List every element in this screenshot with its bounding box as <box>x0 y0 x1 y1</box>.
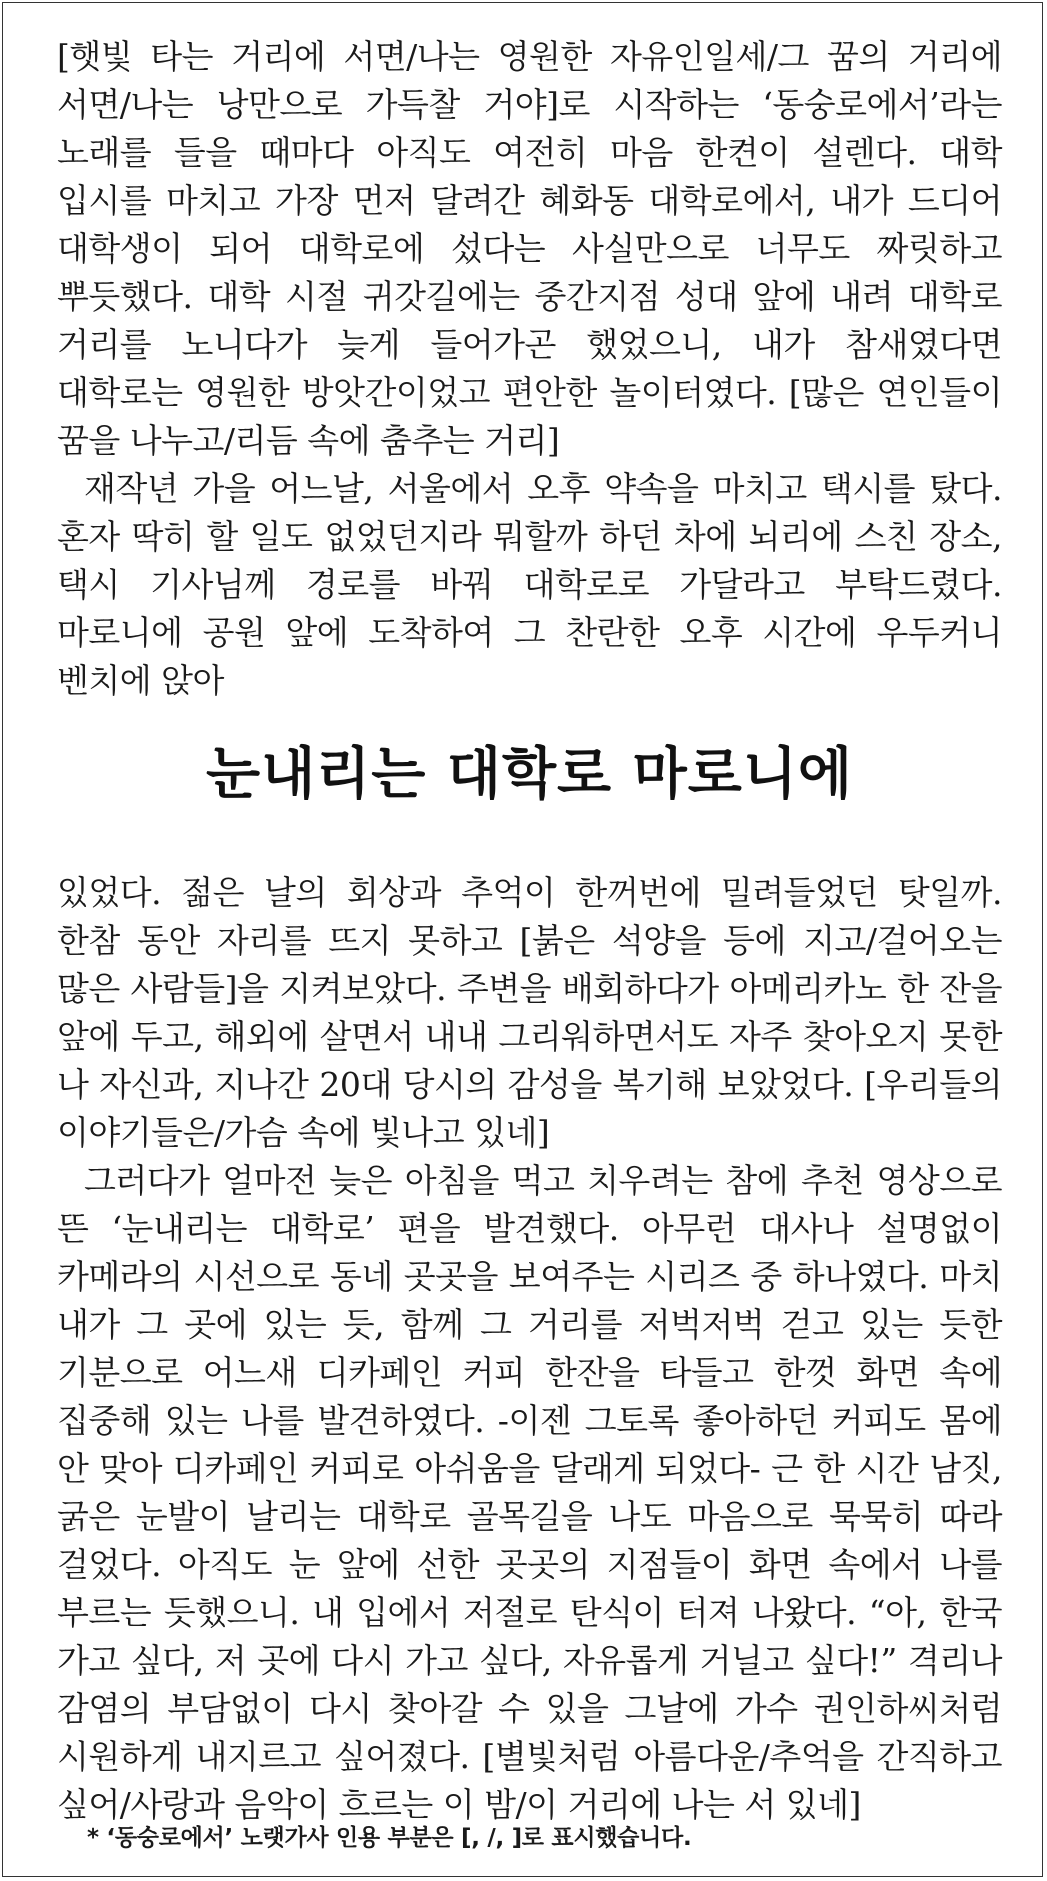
paragraph-intro: [햇빛 타는 거리에 서면/나는 영원한 자유인일세/그 꿈의 거리에 서면/나는 낭만으로 가득찰 거야]로 시작하는 ‘동숭로에서’라는 노래를 들을 때마다 아직도 여전히 마음 한켠이 설렌다. 대학 입시를 마치고 가장 먼저 달려간 혜화동 대학로에서, 내가 드디어 대학생이 되어 대학로에 섰다는 사실만으로 너무도 짜릿하고 뿌듯했다. 대학 시절 귀갓길에는 중간지점 성대 앞에 내려 대학로 거리를 노니다가 늦게 들어가곤 했었으니, 내가 참새였다면 대학로는 영원한 방앗간이었고 편안한 놀이터였다. [많은 연인들이 꿈을 나누고/리듬 속에 춤추는 거리] <box>57 37 1002 460</box>
article-title: 눈내리는 대학로 마로니에 <box>205 742 854 807</box>
article-page <box>2 2 1043 1877</box>
article-body <box>57 33 1002 1829</box>
paragraph-memories: 있었다. 젊은 날의 회상과 추억이 한꺼번에 밀려들었던 탓일까. 한참 동안 자리를 뜨지 못하고 [붉은 석양을 등에 지고/걸어오는 많은 사람들]을 지켜보았다. 주변을 배회하다가 아메리카노 한 잔을 앞에 두고, 해외에 살면서 내내 그리워하면서도 자주 찾아오지 못한 나 자신과, 지나간 20대 당시의 감성을 복기해 보았었다. [우리들의 이야기들은/가슴 속에 빛나고 있네] <box>57 873 1002 1152</box>
lyrics-footnote: * ‘동숭로에서’ 노랫가사 인용 부분은 [, /, ]로 표시했습니다. <box>87 1825 692 1851</box>
paragraph-snowy-video: 그러다가 얼마전 늦은 아침을 먹고 치우려는 참에 추천 영상으로 뜬 ‘눈내리는 대학로’ 편을 발견했다. 아무런 대사나 설명없이 카메라의 시선으로 동네 곳곳을 보여주는 시리즈 중 하나였다. 마치 내가 그 곳에 있는 듯, 함께 그 거리를 저벅저벅 걷고 있는 듯한 기분으로 어느새 디카페인 커피 한잔을 타들고 한껏 화면 속에 집중해 있는 나를 발견하였다. -이젠 그토록 좋아하던 커피도 몸에 안 맞아 디카페인 커피로 아쉬움을 달래게 되었다- 근 한 시간 남짓, 굵은 눈발이 날리는 대학로 골목길을 나도 마음으로 묵묵히 따라 걸었다. 아직도 눈 앞에 선한 곳곳의 지점들이 화면 속에서 나를 부르는 듯했으니. 내 입에서 저절로 탄식이 터져 나왔다. “아, 한국 가고 싶다, 저 곳에 다시 가고 싶다, 자유롭게 거닐고 싶다!” 격리나 감염의 부담없이 다시 찾아갈 수 있을 그날에 가수 권인하씨처럼 시원하게 내지르고 싶어졌다. [별빛처럼 아름다운/추억을 간직하고 싶어/사랑과 음악이 흐르는 이 밤/이 거리에 나는 서 있네] <box>57 1161 1002 1824</box>
paragraph-taxi: 재작년 가을 어느날, 서울에서 오후 약속을 마치고 택시를 탔다. 혼자 딱히 할 일도 없었던지라 뭐할까 하던 차에 뇌리에 스친 장소, 택시 기사님께 경로를 바꿔 대학로로 가달라고 부탁드렸다. 마로니에 공원 앞에 도착하여 그 찬란한 오후 시간에 우두커니 벤치에 앉아 <box>57 469 1002 700</box>
